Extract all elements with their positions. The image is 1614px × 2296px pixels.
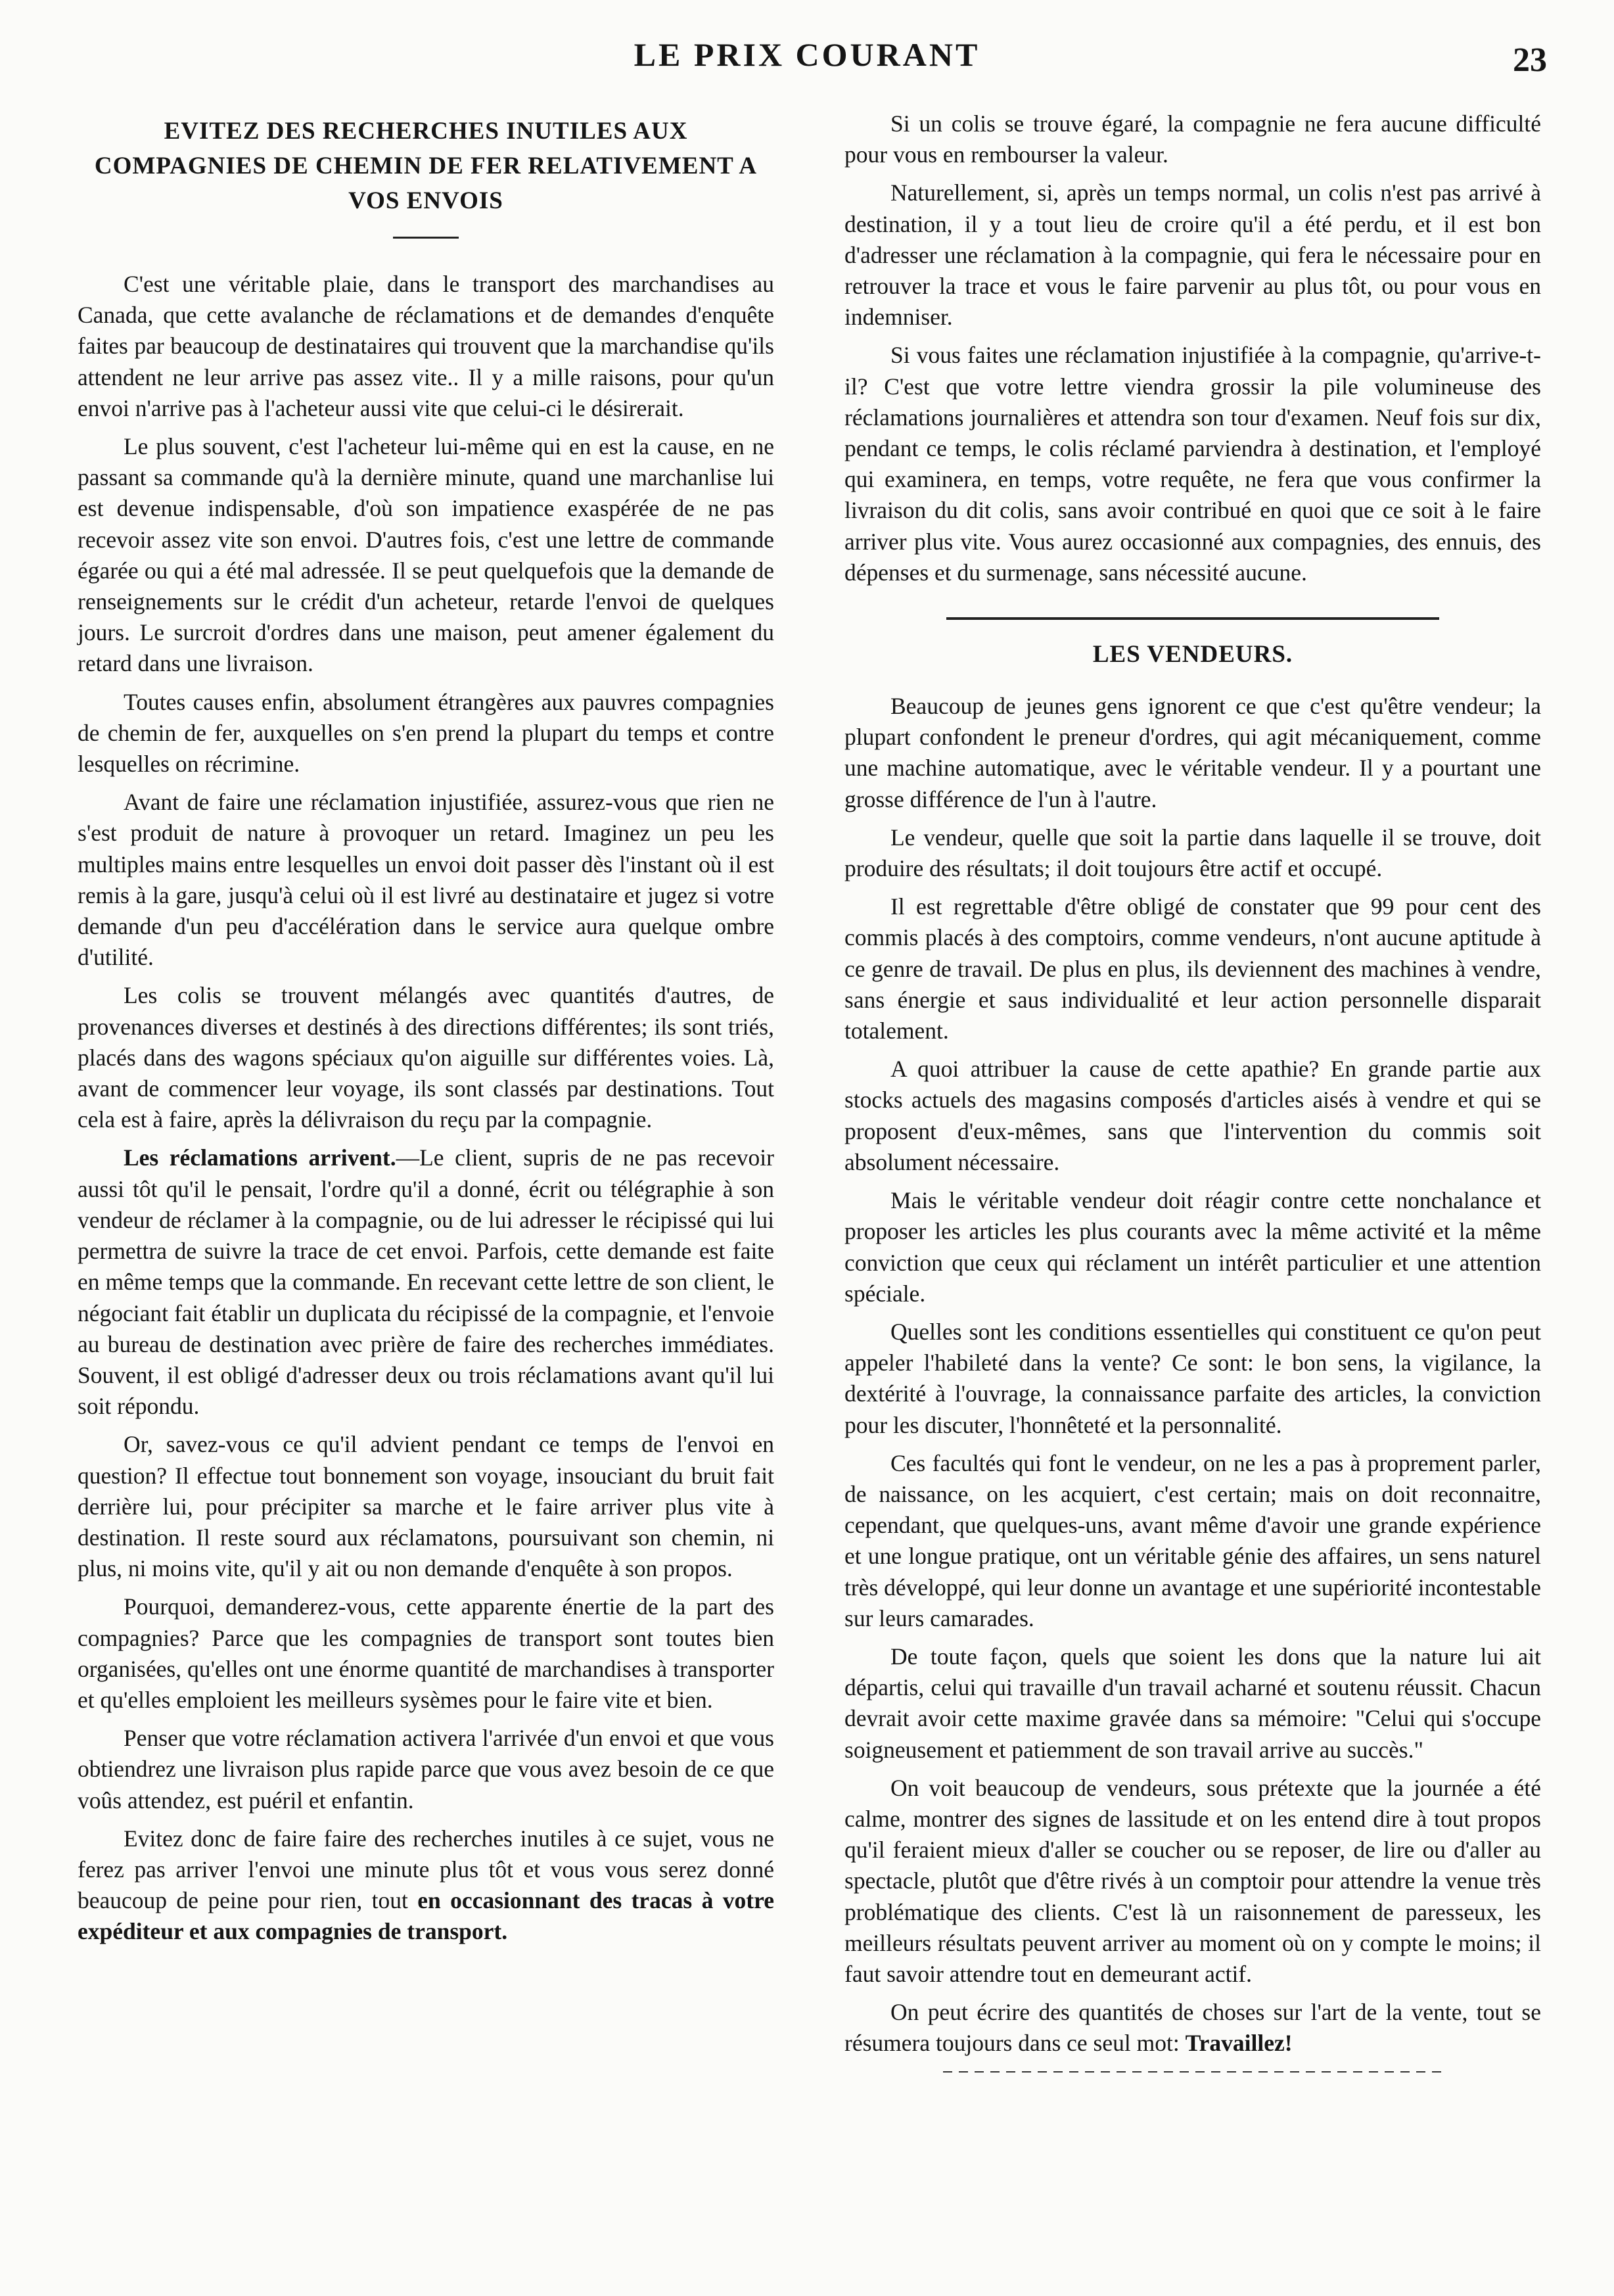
paragraph: Mais le véritable vendeur doit réagir contre cette nonchalance et proposer les articles les plus courants avec la même activité et la même conviction que ceux qui réclament un intérêt particulier et une attention spéciale. [844,1187,1541,1307]
paragraph: Le plus souvent, c'est l'acheteur lui-même qui en est la cause, en ne passant sa commande qu'à la dernière minute, quand une marchanlise lui est devenue indispensable, d'où son impatience exaspérée de ne pas recevoir assez vite son envoi. D'autres fois, c'est une lettre de commande égarée ou qui a été mal adressée. Il se peut quelquefois que la demande de renseignements sur le crédit d'un acheteur, retarde l'envoi de quelques jours. Le surcroit d'ordres dans une maison, peut amener également du retard dans une livraison. [78,433,774,677]
final-text-bold: en occasionnant des tracas à votre expéditeur et aux compagnies de transport. [78,1887,774,1945]
paragraph: Avant de faire une réclamation injustifiée, assurez-vous que rien ne s'est produit de nature à provoquer un retard. Imaginez un peu les multiples mains entre lesquelles un envoi doit passer dès l'instant où il est remis à la gare, jusqu'à celui où il est livré au destinataire et jugez si votre demande d'un peu d'accélération dans le service aura quelque ombre d'utilité. [78,789,774,971]
paragraph: Le vendeur, quelle que soit la partie dans laquelle il se trouve, doit produire des résultats; il doit toujours être actif et occupé. [844,824,1541,882]
left-column [78,108,774,1955]
conclusion-text: On peut écrire des quantités de choses sur l'art de la vente, tout se résumera toujours dans ce seul mot: [844,1999,1541,2057]
paragraph: Beaucoup de jeunes gens ignorent ce que c'est qu'être vendeur; la plupart confondent le preneur d'ordres, qui agit mécaniquement, comme une machine automatique, avec le véritable vendeur. Il y a pourtant une grosse différence de l'un à l'autre. [844,693,1541,812]
paragraph: Toutes causes enfin, absolument étrangères aux pauvres compagnies de chemin de fer, auxquelles on s'en prend la plupart du temps et contre lesquelles on récrimine. [78,688,774,778]
paragraph: Si vous faites une réclamation injustifiée à la compagnie, qu'arrive-t-il? C'est que votre lettre viendra grossir la pile volumineuse des réclamations journalières et attendra son tour d'examen. Neuf fois sur dix, pendant ce temps, le colis réclamé parviendra à destination, et l'employé qui examinera, en temps, votre requête, ne fera que vous confirmer la livraison du dit colis, sans avoir contribué en quoi que ce soit à le faire arriver plus vite. Vous aurez occasionné aux compagnies, des ennuis, des dépenses et du surmenage, sans nécessité aucune. [844,342,1541,586]
page-header [0,32,1614,84]
paragraph: Naturellement, si, après un temps normal, un colis n'est pas arrivé à destination, il y a tout lieu de croire qu'il a été perdu, et il est bon d'adresser une réclamation à la compagnie, qui fera le nécessaire pour en retrouver la trace et vous le faire parvenir au plus tôt, ou pour vous en indemniser. [844,179,1541,331]
paragraph: C'est une véritable plaie, dans le transport des marchandises au Canada, que cette avalanche de réclamations et de demandes d'enquête faites par beaucoup de destinataires qui trouvent que la marchandise qu'ils attendent ne leur arrive pas assez vite.. Il y a mille raisons, pour qu'un envoi n'arrive pas à l'acheteur aussi vite que celui-ci le désirerait. [78,271,774,421]
conclusion-bold: Travaillez! [1185,2030,1293,2057]
paragraph: Quelles sont les conditions essentielles qui constituent ce qu'on peut appeler l'habileté dans la vente? Ce sont: le bon sens, la vigilance, la dextérité à l'ouvrage, la connaissance parfaite des articles, la conviction pour les discuter, l'honnêteté et la personnalité. [844,1318,1541,1438]
article-title-vendeurs: LES VENDEURS. [1092,641,1293,668]
paragraph: Les colis se trouvent mélangés avec quantités d'autres, de provenances diverses et destinés à des directions différentes; ils sont triés, placés dans des wagons spéciaux qu'on aiguille sur différentes voies. Là, avant de commencer leur voyage, ils sont classés par destinations. Tout cela est à faire, après la délivraison du reçu par la compagnie. [78,982,774,1133]
lead-in-text: —Le client, supris de ne pas recevoir aussi tôt qu'il le pensait, l'ordre qu'il a donné, écrit ou télégraphie à son vendeur de réclamer à la compagnie, ou de lui adresser le récipissé qui lui permettra de suivre la trace de cet envoi. Parfois, cette demande est faite en même temps que la commande. En recevant cette lettre de son client, le négociant fait établir un duplicata du récipissé de la compagnie, et l'envoie au bureau de destination avec prière de faire des recherches immédiates. Souvent, il est obligé d'adresser deux ou trois réclamations avant qu'il lui soit répondu. [78,1144,774,1420]
paragraph: On voit beaucoup de vendeurs, sous prétexte que la journée a été calme, montrer des signes de lassitude et on les entend dire à tout propos qu'il feraient mieux d'aller se coucher ou se reposer, de lire ou d'aller au spectacle, plutôt que d'être rivés à un comptoir pour attendre la venue très problématique des clients. C'est là un raisonnement de paresseux, les meilleurs résultats peuvent arriver au moment où on y compte le moins; il faut savoir attendre tout en demeurant actif. [844,1774,1541,1987]
final-text: Evitez donc de faire faire des recherches inutiles à ce sujet, vous ne ferez pas arriver l'envoi une minute plus tôt et vous vous serez donné beaucoup de peine pour rien, tout [78,1825,774,1914]
paragraph-reclamations [78,1142,774,1422]
paragraph: Pourquoi, demanderez-vous, cette apparente énertie de la part des compagnies? Parce que les compagnies de transport sont toutes bien organisées, qu'elles ont une énorme quantité de marchandises à transporter et qu'elles emploient les meilleurs sysèmes pour le faire vite et bien. [78,1593,774,1713]
paragraph: Ces facultés qui font le vendeur, on ne les a pas à proprement parler, de naissance, on les acquiert, c'est certain; mais on doit reconnaitre, cependant, que quelques-uns, avant même d'avoir une grande expérience et une longue pratique, ont un véritable génie des affaires, un sens naturel très développé, qui leur donne un avantage et une supériorité incontestable sur leurs camarades. [844,1449,1541,1631]
article-title-recherches: EVITEZ DES RECHERCHES INUTILES AUX COMPAGNIES DE CHEMIN DE FER RELATIVEMENT A VOS ENVOIS [94,118,758,214]
paragraph: Penser que votre réclamation activera l'arrivée d'un envoi et que vous obtiendrez une livraison plus rapide parce que vous avez besoin de ce que voûs attendez, est puéril et enfantin. [78,1725,774,1814]
paragraph: Si un colis se trouve égaré, la compagnie ne fera aucune difficulté pour vous en rembourser la valeur. [844,110,1541,168]
paragraph: De toute façon, quels que soient les dons que la nature lui ait départis, celui qui travaille d'un travail acharné et soutenu réussit. Chacun devrait avoir cette maxime gravée dans sa mémoire: "Celui qui s'occupe soigneusement et patiemment de son travail arrive au succès." [844,1643,1541,1763]
right-column [844,108,1541,2073]
paragraph: Or, savez-vous ce qu'il advient pendant ce temps de l'envoi en question? Il effectue tout bonnement son voyage, insouciant du bruit fait derrière lui, pour précipiter sa marche et le faire arriver plus vite à destination. Il reste sourd aux réclamatons, poursuivant son chemin, ni plus, ni moins vite, qu'il y ait ou non demande d'enquête à son propos. [78,1431,774,1582]
section-rule [946,617,1439,620]
end-rule [943,2071,1442,2073]
paragraph: Il est regrettable d'être obligé de constater que 99 pour cent des commis placés à des comptoirs, comme vendeurs, n'ont aucune aptitude à ce genre de travail. De plus en plus, ils deviennent des machines à vendre, sans énergie et saus individualité et leur action personnelle disparait totalement. [844,893,1541,1044]
page-number: 23 [1513,41,1547,79]
paragraph-final [78,1823,774,1948]
lead-in-bold: Les réclamations arrivent. [124,1144,396,1171]
title-rule [393,237,459,239]
paragraph-conclusion [844,1997,1541,2059]
paragraph: A quoi attribuer la cause de cette apathie? En grande partie aux stocks actuels des magasins composés d'articles aisés à vendre et qui se proposent d'eux-mêmes, sans que l'intervention du commis soit absolument nécessaire. [844,1056,1541,1175]
journal-title: LE PRIX COURANT [634,36,980,73]
